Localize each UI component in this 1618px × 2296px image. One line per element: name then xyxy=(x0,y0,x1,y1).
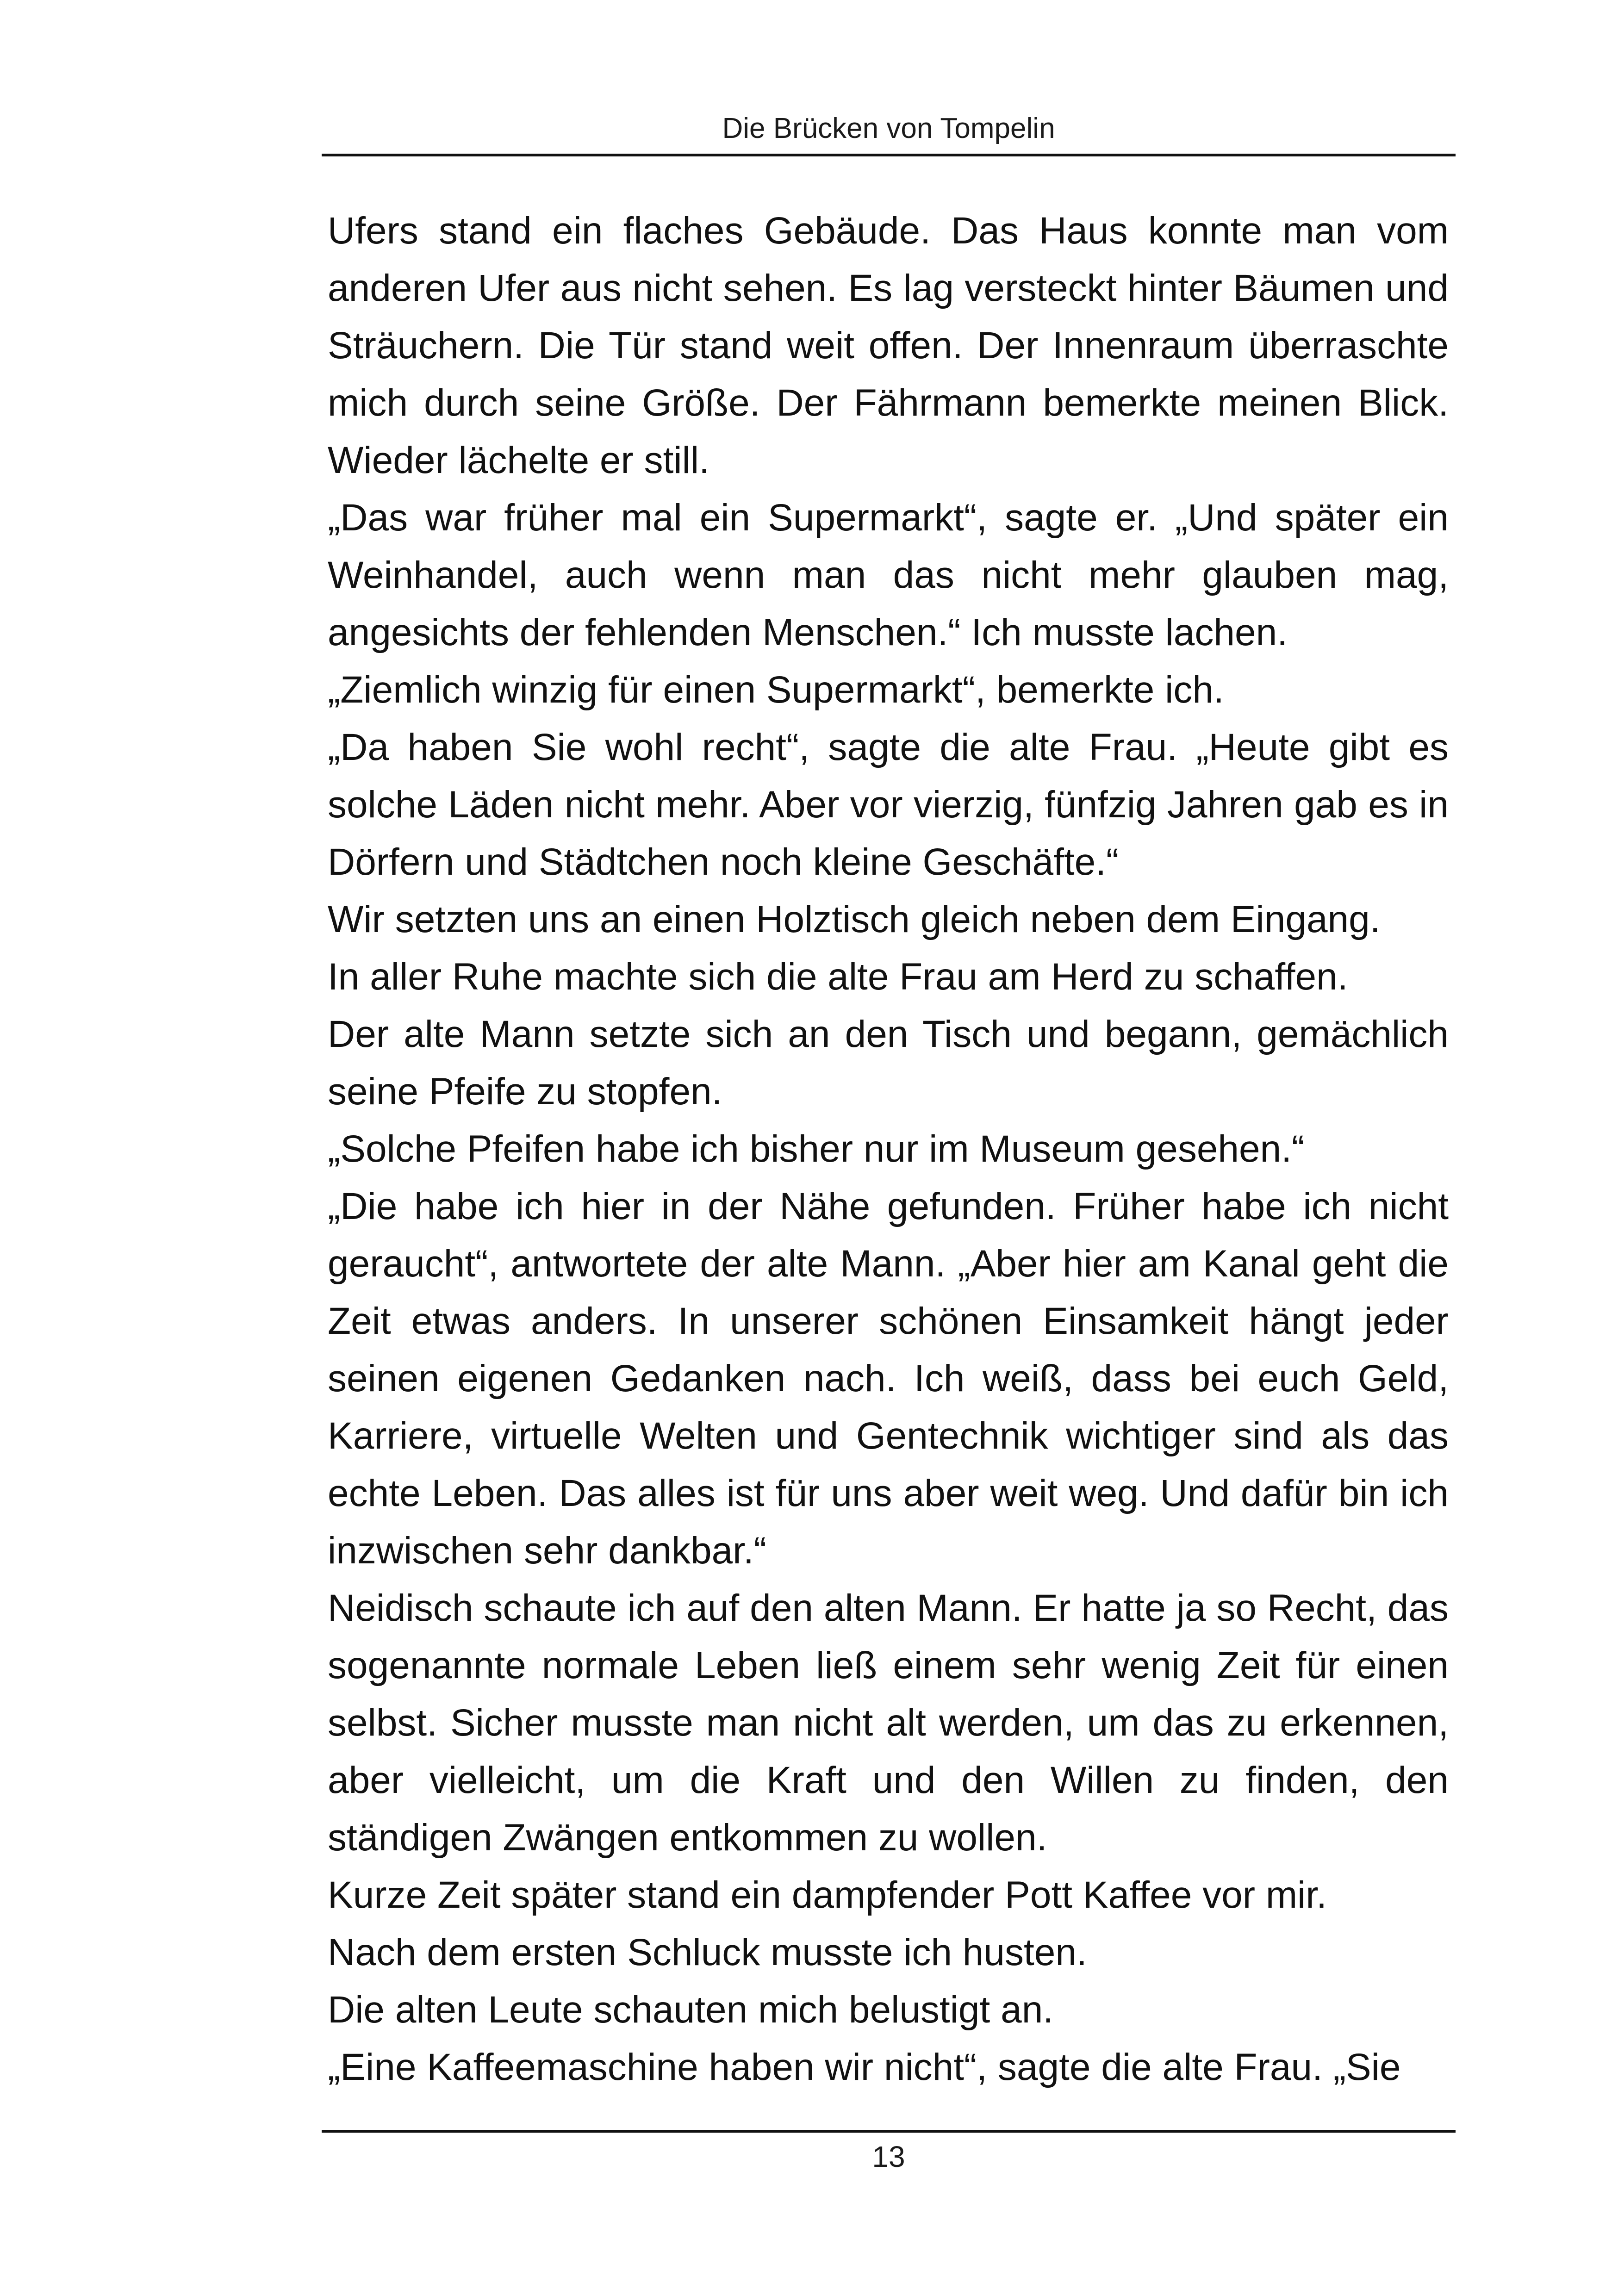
paragraph: „Die habe ich hier in der Nähe gefunden. Früher habe ich nicht geraucht“, antwortete der alte Mann. „Aber hier am Kanal geht die Zeit etwas anders. In unserer schönen Einsamkeit hängt jeder seinen eigenen Gedanken nach. Ich weiß, dass bei euch Geld, Karriere, virtuelle Welten und Gentechnik wichtiger sind als das echte Leben. Das alles ist für uns aber weit weg. Und dafür bin ich inzwischen sehr dankbar.“ xyxy=(328,1185,1449,1572)
paragraph: Kurze Zeit später stand ein dampfender Pott Kaffee vor mir. xyxy=(328,1874,1327,1916)
paragraph: „Das war früher mal ein Supermarkt“, sagte er. „Und später ein Weinhandel, auch wenn man das nicht mehr glauben mag, angesichts der fehlenden Menschen.“ Ich musste lachen. xyxy=(328,497,1449,653)
book-title: Die Brücken von Tompelin xyxy=(722,112,1055,144)
footer-divider xyxy=(322,2130,1456,2133)
page-footer xyxy=(322,2138,1456,2180)
body-text xyxy=(328,202,1449,2104)
paragraph: „Eine Kaffeemaschine haben wir nicht“, sagte die alte Frau. „Sie xyxy=(328,2046,1401,2088)
paragraph: „Ziemlich winzig für einen Supermarkt“, bemerkte ich. xyxy=(328,669,1224,711)
paragraph: In aller Ruhe machte sich die alte Frau am Herd zu schaffen. xyxy=(328,956,1348,998)
paragraph: Nach dem ersten Schluck musste ich husten. xyxy=(328,1931,1087,1973)
running-header xyxy=(322,110,1456,156)
paragraph: „Solche Pfeifen habe ich bisher nur im Museum gesehen.“ xyxy=(328,1128,1305,1170)
paragraph: Neidisch schaute ich auf den alten Mann. Er hatte ja so Recht, das sogenannte normale Leben ließ einem sehr wenig Zeit für einen selbst. Sicher musste man nicht alt werden, um das zu erkennen, aber vielleicht, um die Kraft und den Willen zu finden, den ständigen Zwängen entkommen zu wollen. xyxy=(328,1587,1449,1859)
header-divider xyxy=(322,154,1456,156)
paragraph: Die alten Leute schauten mich belustigt an. xyxy=(328,1989,1054,2031)
paragraph: Der alte Mann setzte sich an den Tisch und begann, gemächlich seine Pfeife zu stopfen. xyxy=(328,1013,1449,1113)
page-number: 13 xyxy=(872,2140,905,2173)
paragraph: „Da haben Sie wohl recht“, sagte die alte Frau. „Heute gibt es solche Läden nicht mehr. Aber vor vierzig, fünfzig Jahren gab es in Dörfern und Städtchen noch kleine Geschäfte.“ xyxy=(328,726,1449,883)
paragraph: Wir setzten uns an einen Holztisch gleich neben dem Eingang. xyxy=(328,898,1381,940)
paragraph: Ufers stand ein flaches Gebäude. Das Haus konnte man vom anderen Ufer aus nicht sehen. Es lag versteckt hinter Bäumen und Sträuchern. Die Tür stand weit offen. Der Innenraum überraschte mich durch seine Größe. Der Fährmann bemerkte meinen Blick. Wieder lächelte er still. xyxy=(328,210,1449,481)
